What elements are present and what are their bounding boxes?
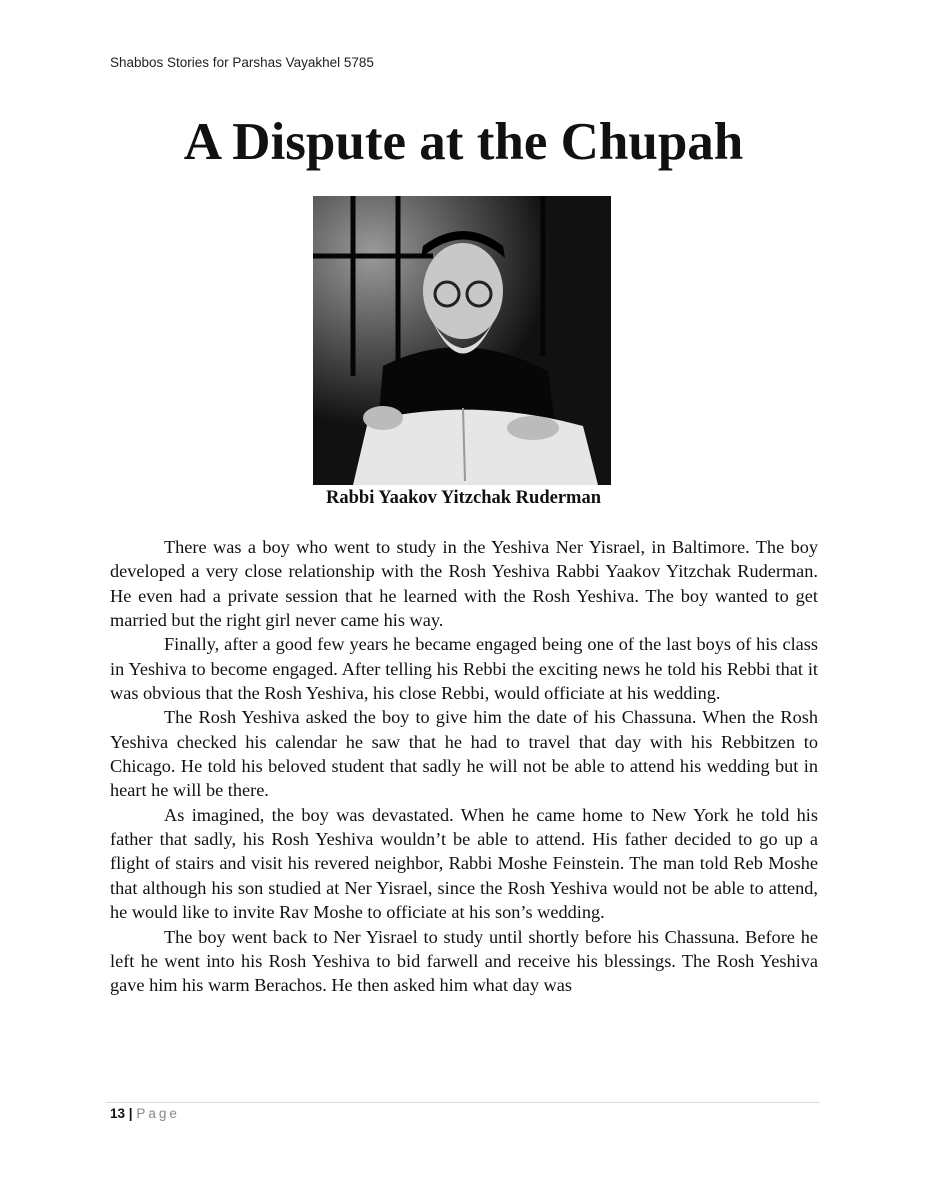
footer-separator: | xyxy=(128,1106,133,1121)
paragraph: The Rosh Yeshiva asked the boy to give him the date of his Chassuna. When the Rosh Yeshiva checked his calendar he saw that he had to travel that day with his Rebbitzen to Chicago. He told his beloved student that sadly he will not be able to attend his wedding but in heart he will be there. xyxy=(110,707,818,801)
paragraph: The boy went back to Ner Yisrael to study until shortly before his Chassuna. Before he left he went into his Rosh Yeshiva to bid farwell and receive his blessings. The Rosh Yeshiva gave him his warm Berachos. He then asked him what day was xyxy=(110,926,818,996)
portrait-image xyxy=(313,196,611,485)
page-number: 13 xyxy=(110,1106,126,1121)
story-body xyxy=(110,535,818,998)
photo-caption: Rabbi Yaakov Yitzchak Ruderman xyxy=(326,488,601,508)
rabbi-portrait-photo xyxy=(313,196,611,485)
footer-divider xyxy=(106,1102,820,1103)
page-label: Page xyxy=(136,1106,180,1121)
paragraph: As imagined, the boy was devastated. When he came home to New York he told his father that sadly, his Rosh Yeshiva wouldn’t be able to attend. His father decided to go up a flight of stairs and visit his revered neighbor, Rabbi Moshe Feinstein. The man told Reb Moshe that although his son studied at Ner Yisrael, since the Rosh Yeshiva would not be able to attend, he would like to invite Rav Moshe to officiate at his son’s wedding. xyxy=(110,804,818,923)
running-header: Shabbos Stories for Parshas Vayakhel 5785 xyxy=(110,55,374,70)
paragraph: There was a boy who went to study in the Yeshiva Ner Yisrael, in Baltimore. The boy developed a very close relationship with the Rosh Yeshiva Rabbi Yaakov Yitzchak Ruderman. He even had a private session that he learned with the Rosh Yeshiva. The boy wanted to get married but the right girl never came his way. xyxy=(110,537,818,631)
paragraph: Finally, after a good few years he became engaged being one of the last boys of his class in Yeshiva to become engaged. After telling his Rebbi the exciting news he told his Rebbi that it was obvious that the Rosh Yeshiva, his close Rebbi, would officiate at his wedding. xyxy=(110,634,818,704)
page-title: A Dispute at the Chupah xyxy=(183,113,744,171)
page-footer xyxy=(110,1106,180,1121)
